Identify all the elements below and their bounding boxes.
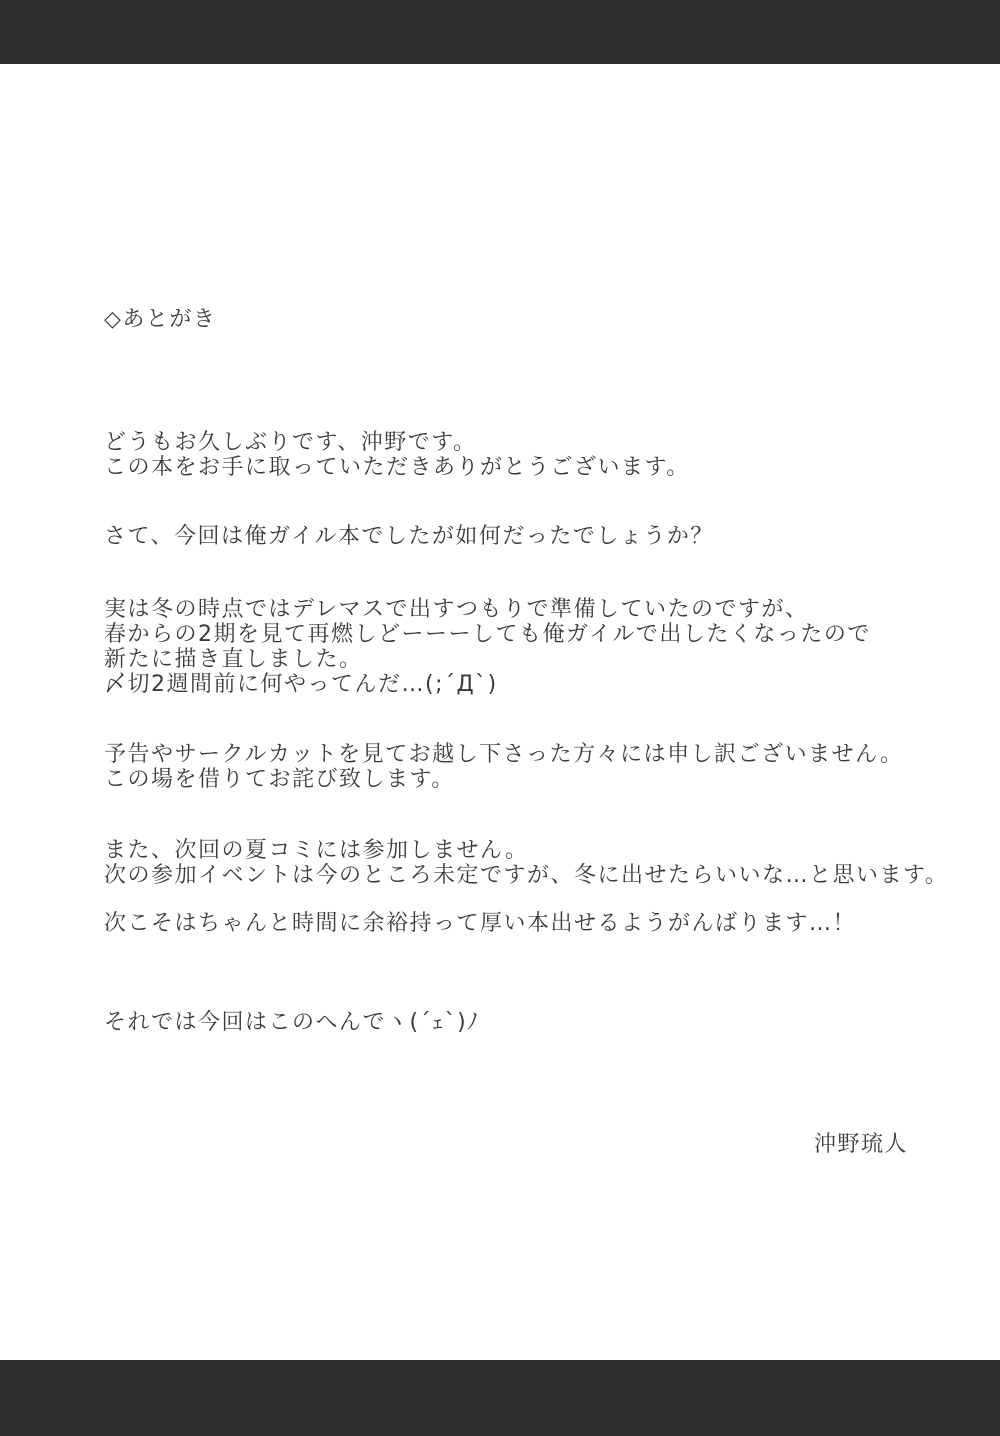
text-line: さて、今回は俺ガイル本でしたが如何だったでしょうか？ [104, 524, 714, 549]
text-line: 次の参加イベントは今のところ未定ですが、冬に出せたらいいな…と思います。 [104, 863, 949, 888]
text-line: どうもお久しぶりです、沖野です。 [104, 430, 477, 455]
text-line: 次こそはちゃんと時間に余裕持って厚い本出せるようがんばります…！ [104, 911, 857, 936]
author-signature: 沖野琉人 [814, 1132, 909, 1157]
text-line: この場を借りてお詫び致します。 [104, 767, 455, 792]
text-line: 実は冬の時点ではデレマスで出すつもりで準備していたのですが、 [104, 597, 809, 622]
text-line: この本をお手に取っていただきありがとうございます。 [104, 455, 690, 480]
text-line: それでは今回はこのへんでヽ(´ｪ`)ﾉ [104, 1010, 480, 1035]
bottom-dark-band [0, 1360, 1000, 1436]
top-dark-band [0, 0, 1000, 64]
text-line: また、次回の夏コミには参加しません。 [104, 838, 529, 863]
text-line: 〆切2週間前に何やってんだ…(;´Д`) [104, 672, 498, 697]
text-line: 春からの2期を見て再燃しどーーーしても俺ガイルで出したくなったので [104, 622, 871, 647]
text-line: 予告やサークルカットを見てお越し下さった方々には申し訳ございません。 [104, 742, 904, 767]
afterword-heading: ◇あとがき [104, 307, 217, 332]
text-line: 新たに描き直しました。 [104, 647, 363, 672]
